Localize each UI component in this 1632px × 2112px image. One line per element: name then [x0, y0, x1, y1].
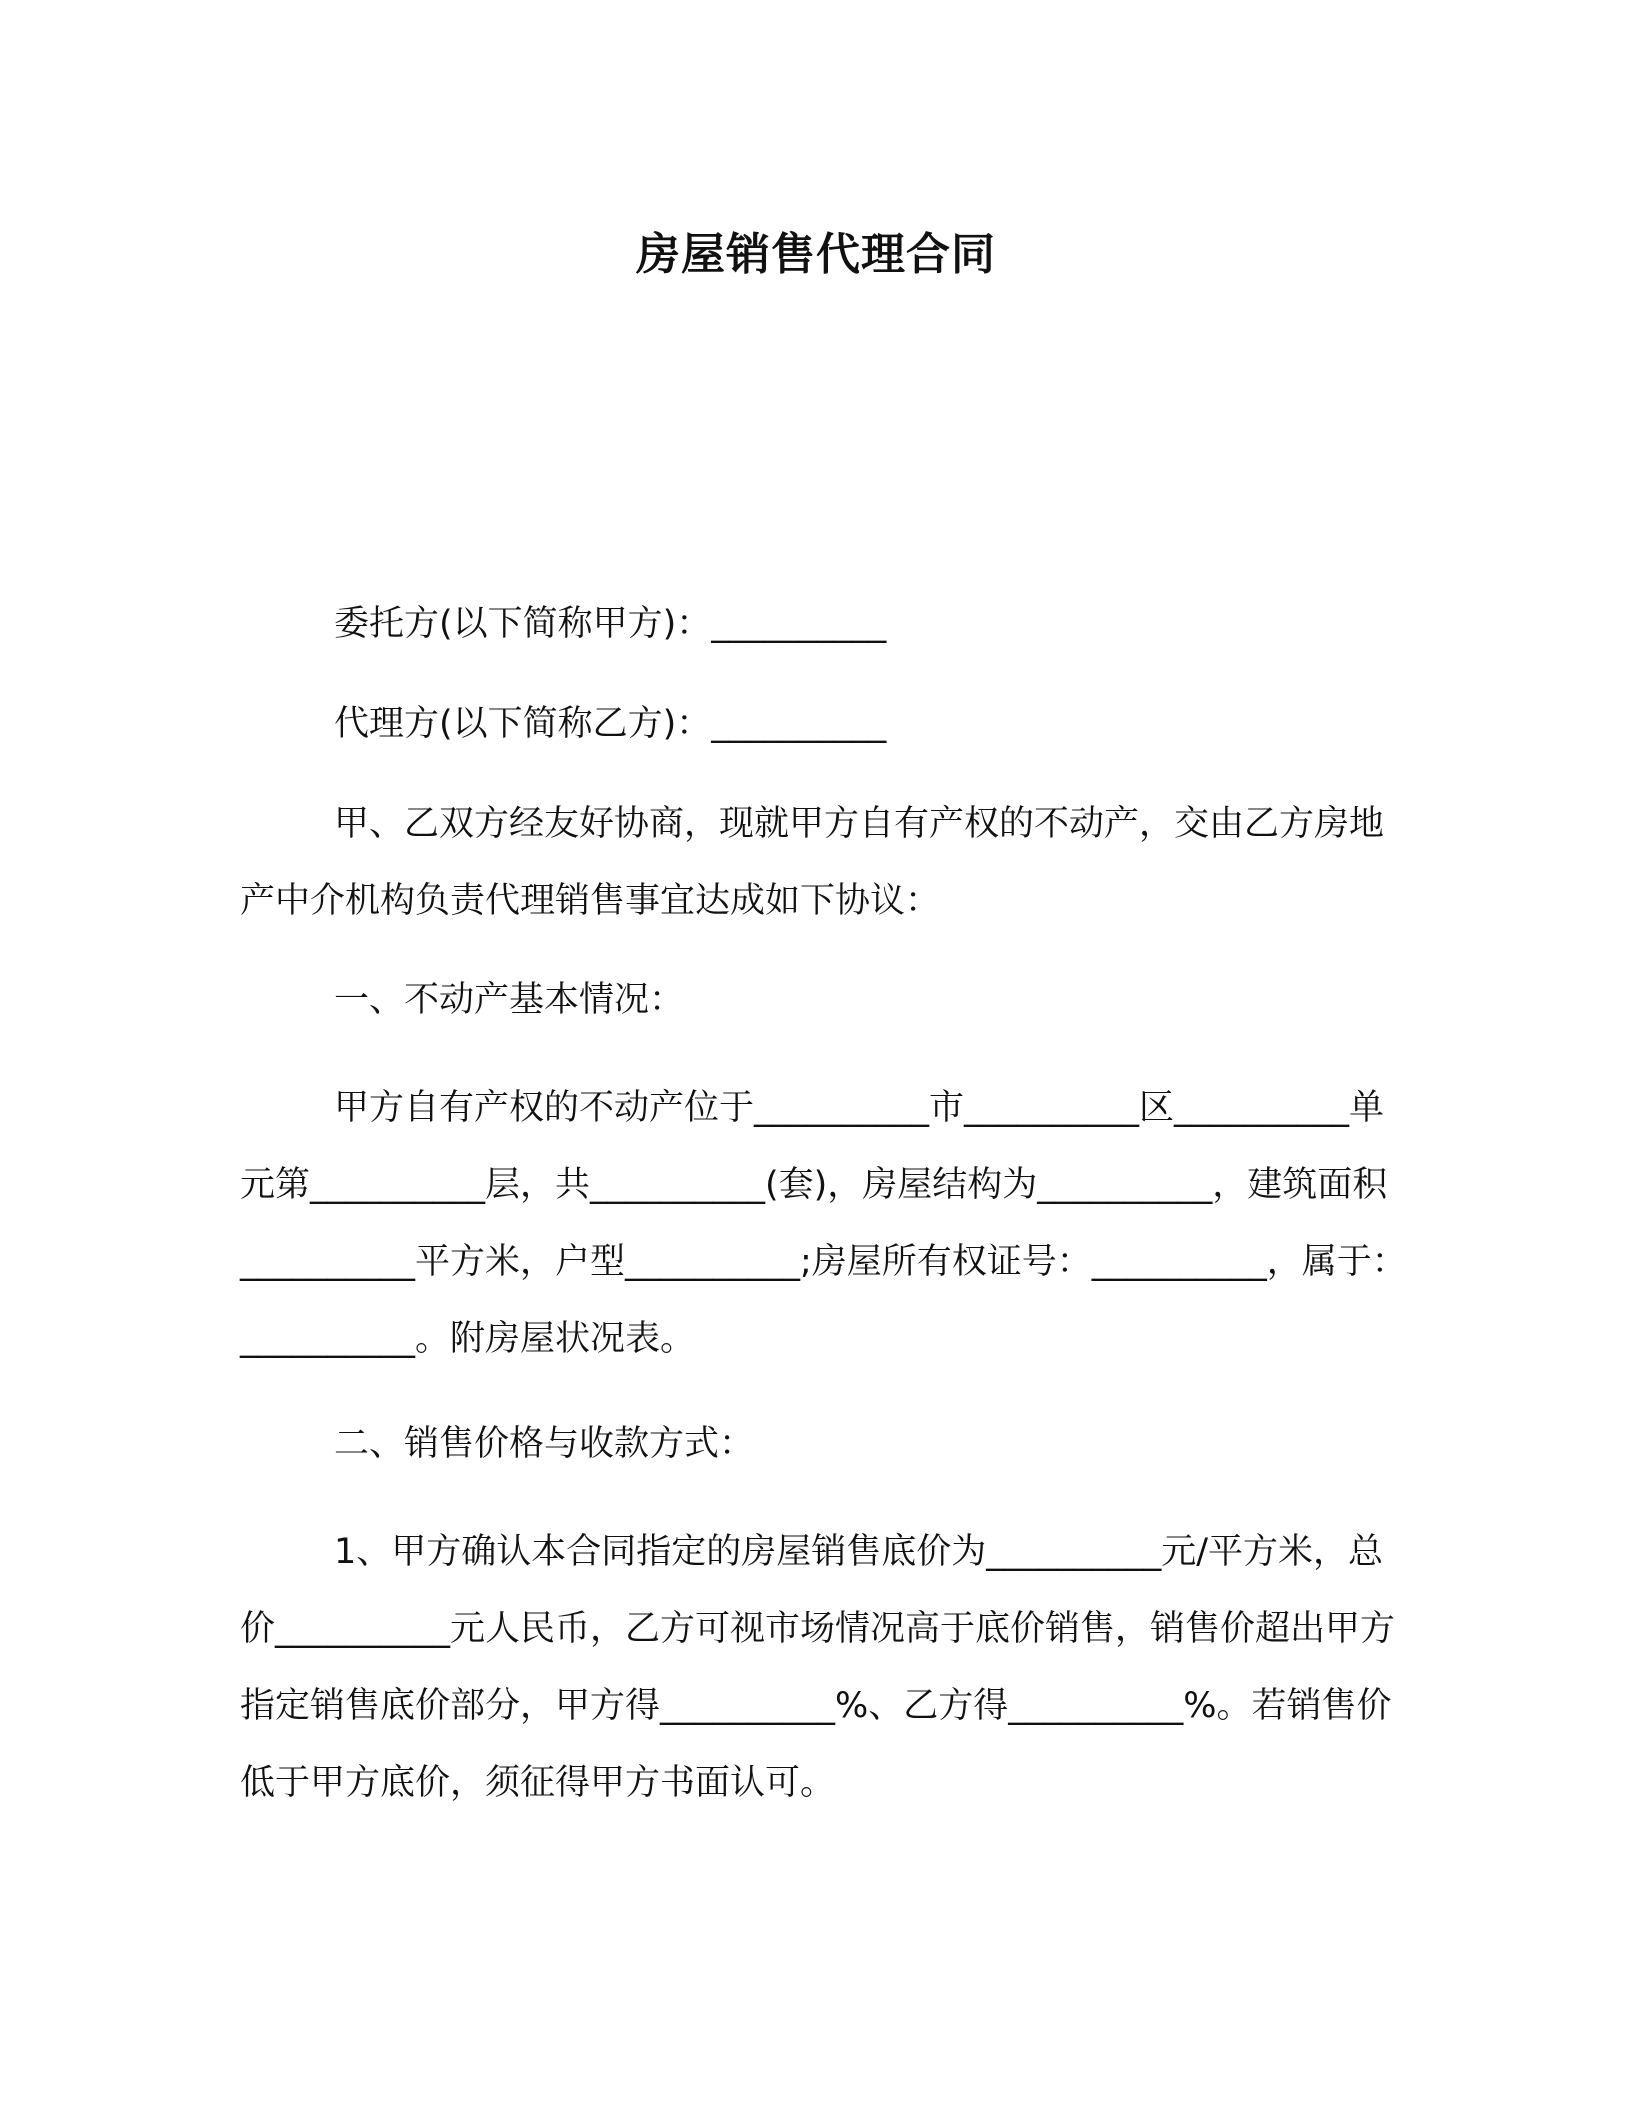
property-details-paragraph: 甲方自有产权的不动产位于__________市__________区__________单元第__________层，共__________(套)，房屋结构为__________，建筑面积__________平方米，户型__________;房屋所有权证号：__________，属于：__________。附房屋状况表。 [240, 1088, 1407, 1359]
party-a-line: 委托方(以下简称甲方)：__________ [334, 604, 887, 644]
document-title: 房屋销售代理合同 [636, 229, 996, 280]
section-1-heading: 一、不动产基本情况： [334, 980, 685, 1020]
party-b-line: 代理方(以下简称乙方)：__________ [334, 704, 887, 744]
preamble-paragraph: 甲、乙双方经友好协商，现就甲方自有产权的不动产，交由乙方房地产中介机构负责代理销售事宜达成如下协议： [240, 804, 1385, 921]
pricing-clause-1: 1、甲方确认本合同指定的房屋销售底价为__________元/平方米，总价__________元人民币，乙方可视市场情况高于底价销售，销售价超出甲方指定销售底价部分，甲方得__________%、乙方得__________%。若销售价低于甲方底价，须征得甲方书面认可。 [240, 1532, 1396, 1803]
section-2-heading: 二、销售价格与收款方式： [334, 1424, 755, 1464]
